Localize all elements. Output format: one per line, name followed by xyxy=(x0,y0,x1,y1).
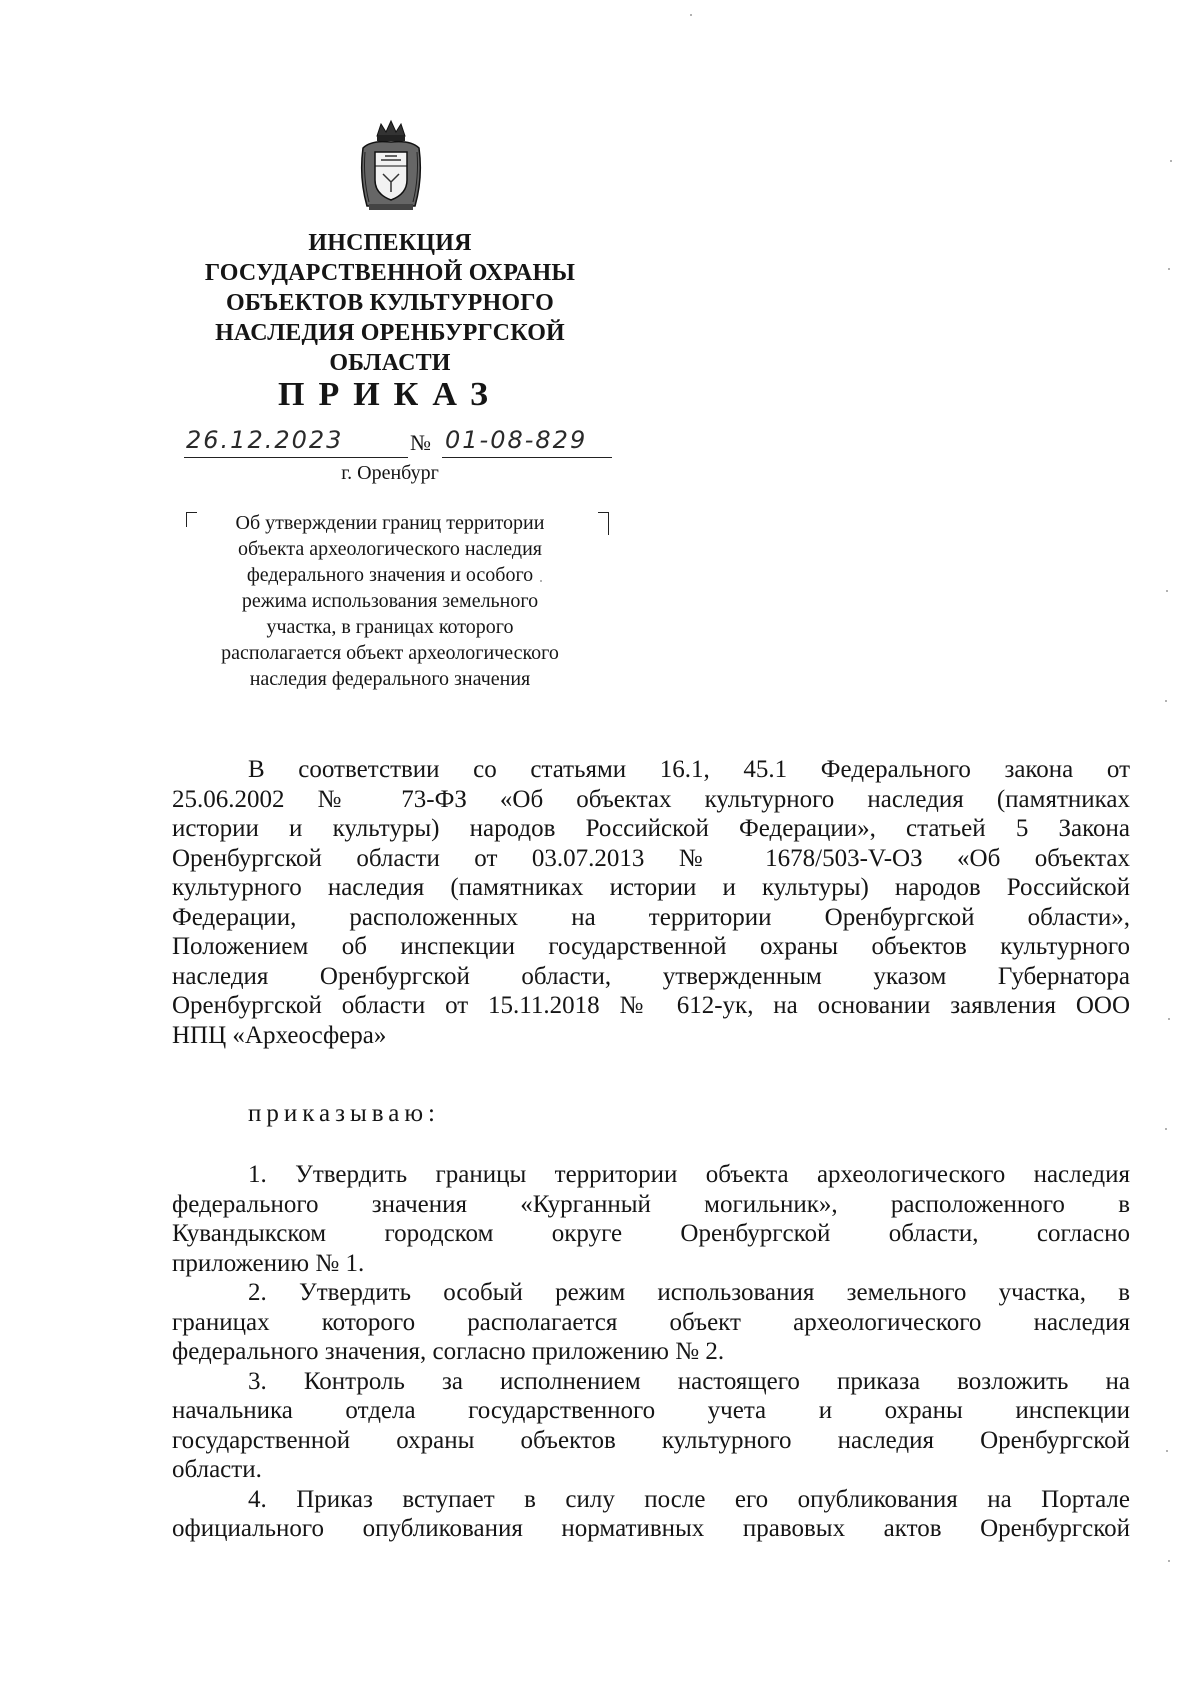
item-line: 3. Контроль за исполнением настоящего приказа возложить на xyxy=(248,1367,1130,1395)
item-line: официального опубликования нормативных правовых актов Оренбургской xyxy=(172,1515,1130,1542)
scan-speck xyxy=(1168,1018,1170,1020)
preamble-line: истории и культуры) народов Российской Федерации», статьей 5 Закона xyxy=(172,815,1130,842)
order-number: 01-08-829 xyxy=(445,426,588,454)
order-item-4 xyxy=(172,1485,1130,1544)
directive-word: приказываю: xyxy=(248,1100,440,1127)
order-subject xyxy=(180,510,600,692)
item-line: приложению № 1. xyxy=(172,1249,365,1277)
preamble-line: НПЦ «Археосфера» xyxy=(172,1021,387,1049)
scan-speck xyxy=(1166,1450,1168,1452)
scan-speck xyxy=(1165,700,1167,702)
subject-line: располагается объект археологического xyxy=(221,642,559,664)
number-underline xyxy=(442,457,612,458)
item-line: области. xyxy=(172,1456,262,1483)
preamble-paragraph xyxy=(172,755,1130,1050)
scan-speck xyxy=(1165,1128,1167,1130)
item-line: Кувандыкском городском округе Оренбургской области, согласно xyxy=(172,1220,1130,1247)
subject-line: участка, в границах которого xyxy=(266,616,514,638)
organization-name xyxy=(180,228,600,378)
item-line: 2. Утвердить особый режим использования земельного участка, в xyxy=(248,1279,1130,1306)
item-line: 4. Приказ вступает в силу после его опубликования на Портале xyxy=(248,1485,1130,1513)
item-line: федерального значения, согласно приложению № 2. xyxy=(172,1338,725,1365)
order-items xyxy=(172,1160,1130,1544)
order-date: 26.12.2023 xyxy=(186,426,344,454)
item-line: 1. Утвердить границы территории объекта археологического наследия xyxy=(248,1161,1130,1188)
scan-speck xyxy=(690,14,692,16)
city: г. Оренбург xyxy=(341,462,439,484)
order-item-3 xyxy=(172,1367,1130,1485)
item-line: федерального значения «Курганный могильник», расположенного в xyxy=(172,1190,1130,1218)
preamble-line: наследия Оренбургской области, утвержденным указом Губернатора xyxy=(172,962,1130,990)
item-line: границах которого располагается объект археологического наследия xyxy=(172,1308,1130,1336)
org-line: ОБЪЕКТОВ КУЛЬТУРНОГО xyxy=(225,290,555,316)
scan-speck xyxy=(540,580,542,582)
preamble-line: культурного наследия (памятниках истории и культуры) народов Российской xyxy=(172,874,1130,901)
item-line: государственной охраны объектов культурного наследия Оренбургской xyxy=(172,1426,1130,1454)
order-item-2 xyxy=(172,1278,1130,1367)
subject-line: режима использования земельного xyxy=(241,590,539,612)
order-title: ПРИКАЗ xyxy=(278,376,502,413)
date-underline xyxy=(184,457,408,458)
org-line: ОБЛАСТИ xyxy=(329,350,451,376)
subject-line: федерального значения и особого xyxy=(246,564,534,586)
preamble-line: Оренбургской области от 03.07.2013 № 1678/503-V-ОЗ «Об объектах xyxy=(172,844,1130,872)
org-line: ГОСУДАРСТВЕННОЙ ОХРАНЫ xyxy=(204,260,576,286)
coat-of-arms-emblem xyxy=(355,118,427,214)
org-line: ИНСПЕКЦИЯ xyxy=(308,230,472,256)
scan-speck xyxy=(1166,590,1168,592)
subject-line: Об утверждении границ территории xyxy=(235,512,545,534)
item-line: начальника отдела государственного учета и охраны инспекции xyxy=(172,1397,1130,1424)
scan-speck xyxy=(1168,1560,1170,1562)
scan-speck xyxy=(1170,160,1172,162)
date-number-line xyxy=(180,422,600,462)
preamble-line: Положением об инспекции государственной охраны объектов культурного xyxy=(172,933,1130,960)
preamble-line: 25.06.2002 № 73-ФЗ «Об объектах культурного наследия (памятниках xyxy=(172,785,1130,813)
preamble-line: В соответствии со статьями 16.1, 45.1 Федерального закона от xyxy=(248,756,1130,783)
org-line: НАСЛЕДИЯ ОРЕНБУРГСКОЙ xyxy=(215,320,565,346)
preamble-line: Федерации, расположенных на территории Оренбургской области», xyxy=(172,903,1130,931)
subject-line: объекта археологического наследия xyxy=(238,538,542,560)
scan-speck xyxy=(1168,268,1170,270)
preamble-line: Оренбургской области от 15.11.2018 № 612-ук, на основании заявления ООО xyxy=(172,992,1130,1019)
number-sign: № xyxy=(410,430,431,455)
order-item-1 xyxy=(172,1160,1130,1278)
subject-line: наследия федерального значения xyxy=(249,668,531,690)
